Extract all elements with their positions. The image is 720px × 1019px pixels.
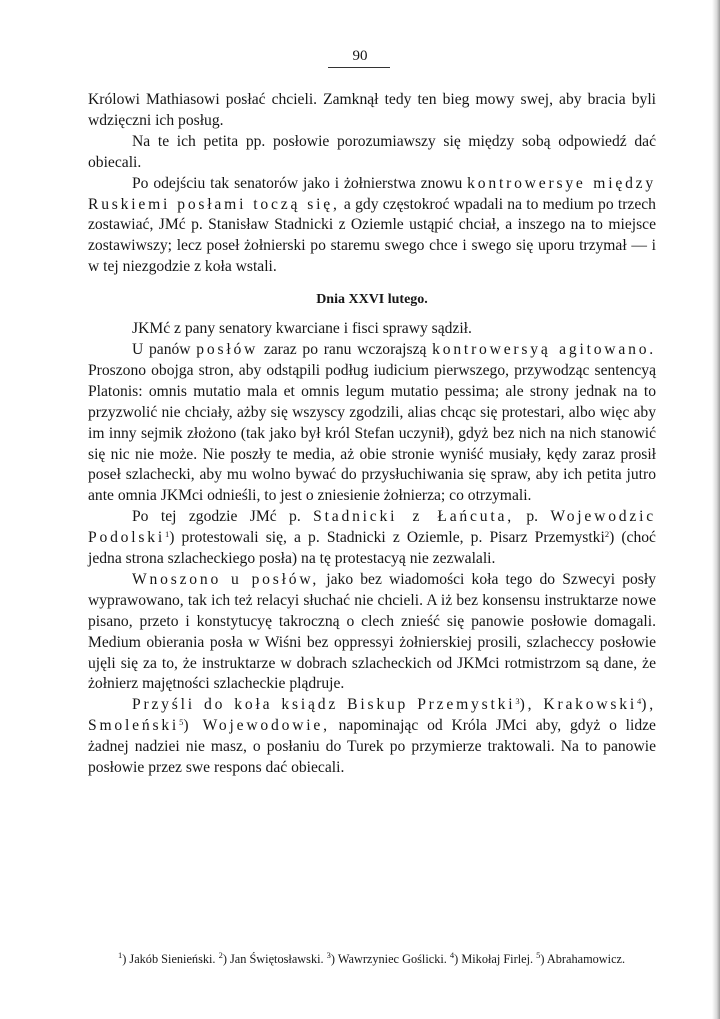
date-heading: Dnia XXVI lutego. xyxy=(316,292,428,308)
footnote-2-number: 2 xyxy=(218,950,223,960)
paragraph-6-spaced-stadnicki: Stadnicki z Łańcuta, xyxy=(313,508,514,526)
paragraph-7 xyxy=(88,570,656,695)
footnote-1-number: 1 xyxy=(118,950,123,960)
paragraph-7-spaced-posłów: posłów, xyxy=(251,570,320,588)
page-edge-shadow xyxy=(712,0,720,1019)
paragraph-5-spaced-posłów: posłów xyxy=(196,340,259,358)
paragraph-3-text-a: Po odejściu tak senatorów jako i żołnierstwa znowu xyxy=(132,174,468,192)
paragraph-6-spaced-wojewodzic: Wojewodzic Podolski xyxy=(88,508,656,547)
paragraph-6-text-h: ) (choć jedna strona szlacheckiego posła) na tę protestacyą nie zezwalali. xyxy=(88,529,656,568)
paragraph-5-text-c: zaraz po ranu wczorajszą xyxy=(258,340,433,358)
paragraph-8-spaced-krakowski: ), Krakowski xyxy=(519,696,638,714)
paragraph-6-text-f: ) protestowali się, a p. Stadnicki z Oziemle, p. Pisarz Przemystki xyxy=(169,529,605,547)
footnote-3-text: ) Wawrzyniec Goślicki. xyxy=(330,952,450,966)
paragraph-5-spaced-kontrowersya: kontrowersyą agitowano. xyxy=(432,340,656,358)
paragraph-8-spaced-smoleński: ), Smoleński xyxy=(88,696,656,735)
footnotes xyxy=(88,950,656,969)
paragraph-1-text: Królowi Mathiasowi posłać chcieli. Zamknął tedy ten bieg mowy swej, aby bracia byli wdzięczni ich posług. xyxy=(88,91,656,129)
footnote-4-text: ) Mikołaj Firlej. xyxy=(454,952,537,966)
paragraph-8 xyxy=(88,695,656,779)
footnote-5-number: 5 xyxy=(536,950,541,960)
page-number: 90 xyxy=(352,48,368,64)
footnote-4-number: 4 xyxy=(449,950,455,960)
paragraph-2 xyxy=(88,132,656,174)
footnote-5-text: ) Abrahamowicz. xyxy=(540,952,626,966)
paragraph-6-text-a: Po tej zgodzie JMć p. xyxy=(132,508,314,526)
paragraph-4-text: JKMć z pany senatory kwarciane i fisci sprawy sądził. xyxy=(132,320,472,338)
paragraph-5 xyxy=(88,340,656,507)
paragraph-8-spaced-wojewodowie: ) Wojewodowie, xyxy=(183,717,330,735)
paragraph-3-spaced-text: kontrowersye między Ruskiemi posłami toczą się, xyxy=(88,174,656,213)
paragraph-6 xyxy=(88,507,656,570)
paragraph-4 xyxy=(88,319,656,340)
paragraph-7-spaced-wnoszono: Wnoszono u xyxy=(132,570,252,588)
footnote-ref-3: 3 xyxy=(515,696,520,707)
footnote-3-number: 3 xyxy=(326,950,331,960)
paragraph-5-text-e: Proszono obojga stron, aby odstąpili podług iudicium pierwszego, przywodząc sentencyą Platonis: omnis mutatio mala et omnis legum mutatio pessima; ale strony jednak na to przyzwolić nie chciały, ażby się wszyscy zgodzili, alias chcąc się protestari, albo więc aby im inny sejmik złożono (tak jako był król Stefan uczynił), gdyż bez nich na nich stanowić się nic nie może. Nie poszły te media, aż obie stronie wyniść musiały, kędy zaraz prosił poseł szlachecki, aby mu wolno bywać do przysłuchiwania się spraw, aby ich petita jutro ante omnia JKMci odnieśli, to jest o zniesienie żołnierza; co otrzymali. xyxy=(88,361,656,505)
paragraph-8-text-h: napominając od Króla JMci aby, gdyż o lidze żadnej nadziei nie masz, o posłaniu do Turek po przymierze traktowali. Na to panowie posłowie przez swe respons dać obiecali. xyxy=(88,717,656,777)
paragraph-7-text-c: jako bez wiadomości koła tego do Szwecyi posły wyprawowano, tak ich też relacyi słuchać nie chcieli. A iż bez konsensu instruktarze nowe pisano, przeto i konstytucyę takroczną o clech znieść się panowie posłowie domagali. Medium obierania posła w Wiśni bez oppressyi żołnierskiej prosili, szlacheccy posłowie ujęli się za to, że instruktarze w dobrach szlacheckich od JKMci rotmistrzom są dane, że żołnierz majętności szlacheckie plądruje. xyxy=(88,570,656,693)
footnote-ref-5: 5 xyxy=(179,717,184,728)
paragraph-5-text-a: U panów xyxy=(132,340,197,358)
paragraph-8-spaced-przyśli: Przyśli do koła ksiądz Biskup Przemystki xyxy=(132,696,516,714)
paragraph-1 xyxy=(88,90,656,132)
paragraph-3-text-c: a gdy częstokroć wpadali na to medium po trzech zostawiać, JMć p. Stanisław Stadnicki z Oziemle ustąpić chciał, a inszego na to miejsce zostawiwszy; lecz poseł żołnierski po staremu swego chce i swego się uporu trzymał — i w tej niezgodzie z koła wstali. xyxy=(88,195,656,276)
footnote-1-text: ) Jakób Sienieński. xyxy=(122,952,219,966)
paragraph-6-text-c: p. xyxy=(513,508,551,526)
paragraph-2-text: Na te ich petita pp. posłowie porozumiawszy się między sobą odpowiedź dać obiecali. xyxy=(88,132,656,171)
main-text xyxy=(88,90,656,779)
footnotes-text xyxy=(88,950,656,969)
footnote-2-text: ) Jan Świętosławski. xyxy=(222,952,327,966)
page-number-underline xyxy=(328,67,390,68)
footnote-ref-2: 2 xyxy=(604,529,610,540)
footnote-ref-4: 4 xyxy=(637,696,642,707)
footnote-ref-1: 1 xyxy=(165,529,170,540)
paragraph-3 xyxy=(88,174,656,279)
